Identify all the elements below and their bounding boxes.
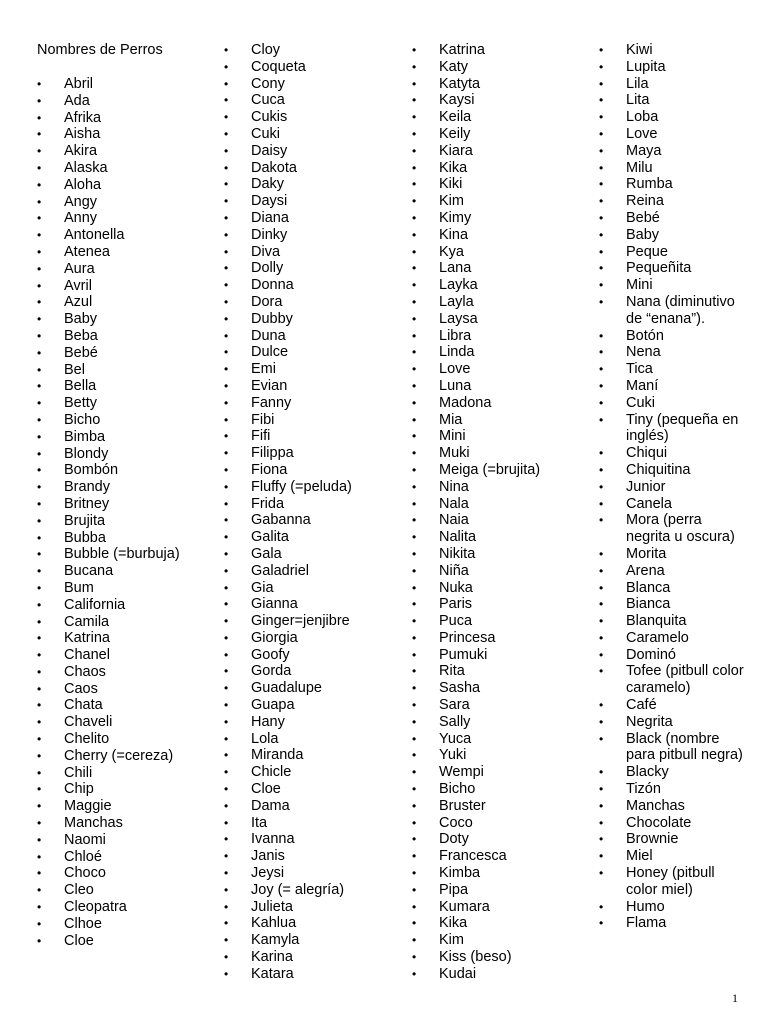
list-item: • Bella <box>37 378 207 395</box>
list-item: • Bebé <box>599 210 749 227</box>
list-item: • Bel <box>37 362 207 379</box>
list-item: • Kim <box>412 193 582 210</box>
list-item: • Emi <box>224 361 394 378</box>
list-item: • Yuca <box>412 731 582 748</box>
list-item: • Gabanna <box>224 512 394 529</box>
list-item: • Linda <box>412 344 582 361</box>
list-item: • Guapa <box>224 697 394 714</box>
list-item: • Wempi <box>412 764 582 781</box>
list-item: • Bruster <box>412 798 582 815</box>
list-item: • Kya <box>412 244 582 261</box>
list-item: • Humo <box>599 899 749 916</box>
list-item: • Katyta <box>412 76 582 93</box>
list-item: • Keila <box>412 109 582 126</box>
list-item: • Pipa <box>412 882 582 899</box>
list-item: • Canela <box>599 496 749 513</box>
list-item: • Fluffy (=peluda) <box>224 479 394 496</box>
list-item: • Nikita <box>412 546 582 563</box>
list-item: • Bicho <box>412 781 582 798</box>
list-item: • Flama <box>599 915 749 932</box>
list-item: • Bicho <box>37 412 207 429</box>
list-item: • Chiqui <box>599 445 749 462</box>
list-item: • Love <box>412 361 582 378</box>
list-item: • Nalita <box>412 529 582 546</box>
list-item: • Nala <box>412 496 582 513</box>
list-item: • Blanca <box>599 580 749 597</box>
list-item: • Fiona <box>224 462 394 479</box>
list-item: • Bombón <box>37 462 207 479</box>
list-item: • Cloe <box>224 781 394 798</box>
list-item: • Alaska <box>37 160 207 177</box>
list-item: • Nana (diminutivo de “enana”). <box>599 294 749 328</box>
list-item: • Baby <box>599 227 749 244</box>
list-item: • Miel <box>599 848 749 865</box>
list-item: • Cherry (=cereza) <box>37 748 207 765</box>
list-item: • Lila <box>599 76 749 93</box>
list-item: • Libra <box>412 328 582 345</box>
list-item: • Manchas <box>37 815 207 832</box>
list-item: • Sally <box>412 714 582 731</box>
list-item: • Lola <box>224 731 394 748</box>
list-item: • Nuka <box>412 580 582 597</box>
list-item: • Mini <box>412 428 582 445</box>
list-item: • Meiga (=brujita) <box>412 462 582 479</box>
list-item: • Daisy <box>224 143 394 160</box>
list-item: • Tofee (pitbull color caramelo) <box>599 663 749 697</box>
list-item: • Yuki <box>412 747 582 764</box>
list-item: • Cuki <box>599 395 749 412</box>
list-item: • Galadriel <box>224 563 394 580</box>
list-item: • Cleo <box>37 882 207 899</box>
list-item: • Kimy <box>412 210 582 227</box>
list-item: • Kika <box>412 160 582 177</box>
list-item: • Joy (= alegría) <box>224 882 394 899</box>
list-item: • Milu <box>599 160 749 177</box>
names-column-4 <box>599 42 749 932</box>
list-item: • Honey (pitbull color miel) <box>599 865 749 899</box>
list-item: • Kahlua <box>224 915 394 932</box>
names-column-2 <box>224 42 394 983</box>
list-item: • Kiss (beso) <box>412 949 582 966</box>
list-item: • Akira <box>37 143 207 160</box>
list-item: • Dolly <box>224 260 394 277</box>
list-item: • Sara <box>412 697 582 714</box>
list-item: • Katara <box>224 966 394 983</box>
list-item: • Bucana <box>37 563 207 580</box>
list-item: • Betty <box>37 395 207 412</box>
list-item: • Baby <box>37 311 207 328</box>
list-item: • Brownie <box>599 831 749 848</box>
list-item: • Niña <box>412 563 582 580</box>
list-item: • Keily <box>412 126 582 143</box>
list-item: • Brujita <box>37 513 207 530</box>
list-item: • Blondy <box>37 446 207 463</box>
page-title: Nombres de Perros <box>37 42 163 58</box>
list-item: • Kiki <box>412 176 582 193</box>
list-item: • Dora <box>224 294 394 311</box>
list-item: • Fibi <box>224 412 394 429</box>
list-item: • Chiquitina <box>599 462 749 479</box>
list-item: • Katrina <box>37 630 207 647</box>
list-item: • Daysi <box>224 193 394 210</box>
list-item: • Cuki <box>224 126 394 143</box>
list-item: • Frida <box>224 496 394 513</box>
list-item: • Ginger=jenjibre <box>224 613 394 630</box>
list-item: • Chicle <box>224 764 394 781</box>
list-item: • Julieta <box>224 899 394 916</box>
list-item: • Evian <box>224 378 394 395</box>
list-item: • Lita <box>599 92 749 109</box>
list-item: • Bum <box>37 580 207 597</box>
list-item: • Sasha <box>412 680 582 697</box>
list-item: • Kim <box>412 932 582 949</box>
list-item: • Botón <box>599 328 749 345</box>
list-item: • Clhoe <box>37 916 207 933</box>
list-item: • Maggie <box>37 798 207 815</box>
list-item: • Junior <box>599 479 749 496</box>
list-item: • Miranda <box>224 747 394 764</box>
list-item: • Atenea <box>37 244 207 261</box>
list-item: • Cukis <box>224 109 394 126</box>
list-item: • Beba <box>37 328 207 345</box>
list-item: • Blanquita <box>599 613 749 630</box>
list-item: • Chelito <box>37 731 207 748</box>
list-item: • Tizón <box>599 781 749 798</box>
list-item: • Aura <box>37 261 207 278</box>
list-item: • Cleopatra <box>37 899 207 916</box>
names-column-3 <box>412 42 582 983</box>
list-item: • Gala <box>224 546 394 563</box>
list-item: • Cloe <box>37 933 207 950</box>
list-item: • Café <box>599 697 749 714</box>
list-item: • Avril <box>37 278 207 295</box>
list-item: • Aloha <box>37 177 207 194</box>
list-item: • Gianna <box>224 596 394 613</box>
list-item: • Tiny (pequeña en inglés) <box>599 412 749 446</box>
list-item: • Layka <box>412 277 582 294</box>
list-item: • Camila <box>37 614 207 631</box>
list-item: • Paris <box>412 596 582 613</box>
list-item: • Azul <box>37 294 207 311</box>
list-item: • Naia <box>412 512 582 529</box>
list-item: • Anny <box>37 210 207 227</box>
list-item: • Cloy <box>224 42 394 59</box>
list-item: • Chata <box>37 697 207 714</box>
list-item: • Dubby <box>224 311 394 328</box>
list-item: • Kamyla <box>224 932 394 949</box>
list-item: • Fifi <box>224 428 394 445</box>
list-item: • Loba <box>599 109 749 126</box>
list-item: • Dulce <box>224 344 394 361</box>
list-item: • Janis <box>224 848 394 865</box>
list-item: • Princesa <box>412 630 582 647</box>
list-item: • Bimba <box>37 429 207 446</box>
list-item: • Rita <box>412 663 582 680</box>
list-item: • Ivanna <box>224 831 394 848</box>
list-item: • Ita <box>224 815 394 832</box>
list-item: • Tica <box>599 361 749 378</box>
list-item: • Dinky <box>224 227 394 244</box>
list-item: • Donna <box>224 277 394 294</box>
list-item: • Ada <box>37 93 207 110</box>
list-item: • Gia <box>224 580 394 597</box>
list-item: • Diana <box>224 210 394 227</box>
list-item: • Madona <box>412 395 582 412</box>
list-item: • Chip <box>37 781 207 798</box>
list-item: • Kumara <box>412 899 582 916</box>
list-item: • Naomi <box>37 832 207 849</box>
list-item: • Maní <box>599 378 749 395</box>
list-item: • Gorda <box>224 663 394 680</box>
list-item: • Cony <box>224 76 394 93</box>
list-item: • Fanny <box>224 395 394 412</box>
list-item: • Choco <box>37 865 207 882</box>
list-item: • Duna <box>224 328 394 345</box>
list-item: • Bianca <box>599 596 749 613</box>
list-item: • Cuca <box>224 92 394 109</box>
list-item: • Aisha <box>37 126 207 143</box>
list-item: • Kika <box>412 915 582 932</box>
list-item: • Layla <box>412 294 582 311</box>
list-item: • Dakota <box>224 160 394 177</box>
list-item: • Mia <box>412 412 582 429</box>
list-item: • Lupita <box>599 59 749 76</box>
list-item: • Chaos <box>37 664 207 681</box>
list-item: • Kiara <box>412 143 582 160</box>
list-item: • Daky <box>224 176 394 193</box>
list-item: • Kudai <box>412 966 582 983</box>
list-item: • California <box>37 597 207 614</box>
list-item: • Bubble (=burbuja) <box>37 546 207 563</box>
list-item: • Britney <box>37 496 207 513</box>
list-item: • Coco <box>412 815 582 832</box>
list-item: • Karina <box>224 949 394 966</box>
list-item: • Puca <box>412 613 582 630</box>
list-item: • Guadalupe <box>224 680 394 697</box>
list-item: • Filippa <box>224 445 394 462</box>
names-column-1 <box>37 76 207 949</box>
list-item: • Diva <box>224 244 394 261</box>
list-item: • Bebé <box>37 345 207 362</box>
list-item: • Chili <box>37 765 207 782</box>
list-item: • Muki <box>412 445 582 462</box>
list-item: • Doty <box>412 831 582 848</box>
list-item: • Lana <box>412 260 582 277</box>
list-item: • Pumuki <box>412 647 582 664</box>
list-item: • Galita <box>224 529 394 546</box>
list-item: • Katy <box>412 59 582 76</box>
list-item: • Kimba <box>412 865 582 882</box>
list-item: • Chaveli <box>37 714 207 731</box>
list-item: • Nina <box>412 479 582 496</box>
list-item: • Brandy <box>37 479 207 496</box>
list-item: • Luna <box>412 378 582 395</box>
list-item: • Dama <box>224 798 394 815</box>
list-item: • Caramelo <box>599 630 749 647</box>
list-item: • Afrika <box>37 110 207 127</box>
list-item: • Mora (perra negrita u oscura) <box>599 512 749 546</box>
list-item: • Jeysi <box>224 865 394 882</box>
list-item: • Rumba <box>599 176 749 193</box>
list-item: • Katrina <box>412 42 582 59</box>
list-item: • Bubba <box>37 530 207 547</box>
list-item: • Manchas <box>599 798 749 815</box>
list-item: • Mini <box>599 277 749 294</box>
list-item: • Reina <box>599 193 749 210</box>
list-item: • Kiwi <box>599 42 749 59</box>
page-number: 1 <box>732 991 738 1005</box>
list-item: • Maya <box>599 143 749 160</box>
list-item: • Antonella <box>37 227 207 244</box>
list-item: • Caos <box>37 681 207 698</box>
list-item: • Morita <box>599 546 749 563</box>
list-item: • Abril <box>37 76 207 93</box>
list-item: • Pequeñita <box>599 260 749 277</box>
list-item: • Angy <box>37 194 207 211</box>
list-item: • Love <box>599 126 749 143</box>
list-item: • Chocolate <box>599 815 749 832</box>
list-item: • Laysa <box>412 311 582 328</box>
list-item: • Dominó <box>599 647 749 664</box>
list-item: • Giorgia <box>224 630 394 647</box>
list-item: • Black (nombre para pitbull negra) <box>599 731 749 765</box>
list-item: • Chloé <box>37 849 207 866</box>
list-item: • Peque <box>599 244 749 261</box>
list-item: • Hany <box>224 714 394 731</box>
list-item: • Nena <box>599 344 749 361</box>
list-item: • Chanel <box>37 647 207 664</box>
list-item: • Kina <box>412 227 582 244</box>
list-item: • Arena <box>599 563 749 580</box>
list-item: • Kaysi <box>412 92 582 109</box>
list-item: • Blacky <box>599 764 749 781</box>
list-item: • Francesca <box>412 848 582 865</box>
list-item: • Coqueta <box>224 59 394 76</box>
list-item: • Negrita <box>599 714 749 731</box>
list-item: • Goofy <box>224 647 394 664</box>
